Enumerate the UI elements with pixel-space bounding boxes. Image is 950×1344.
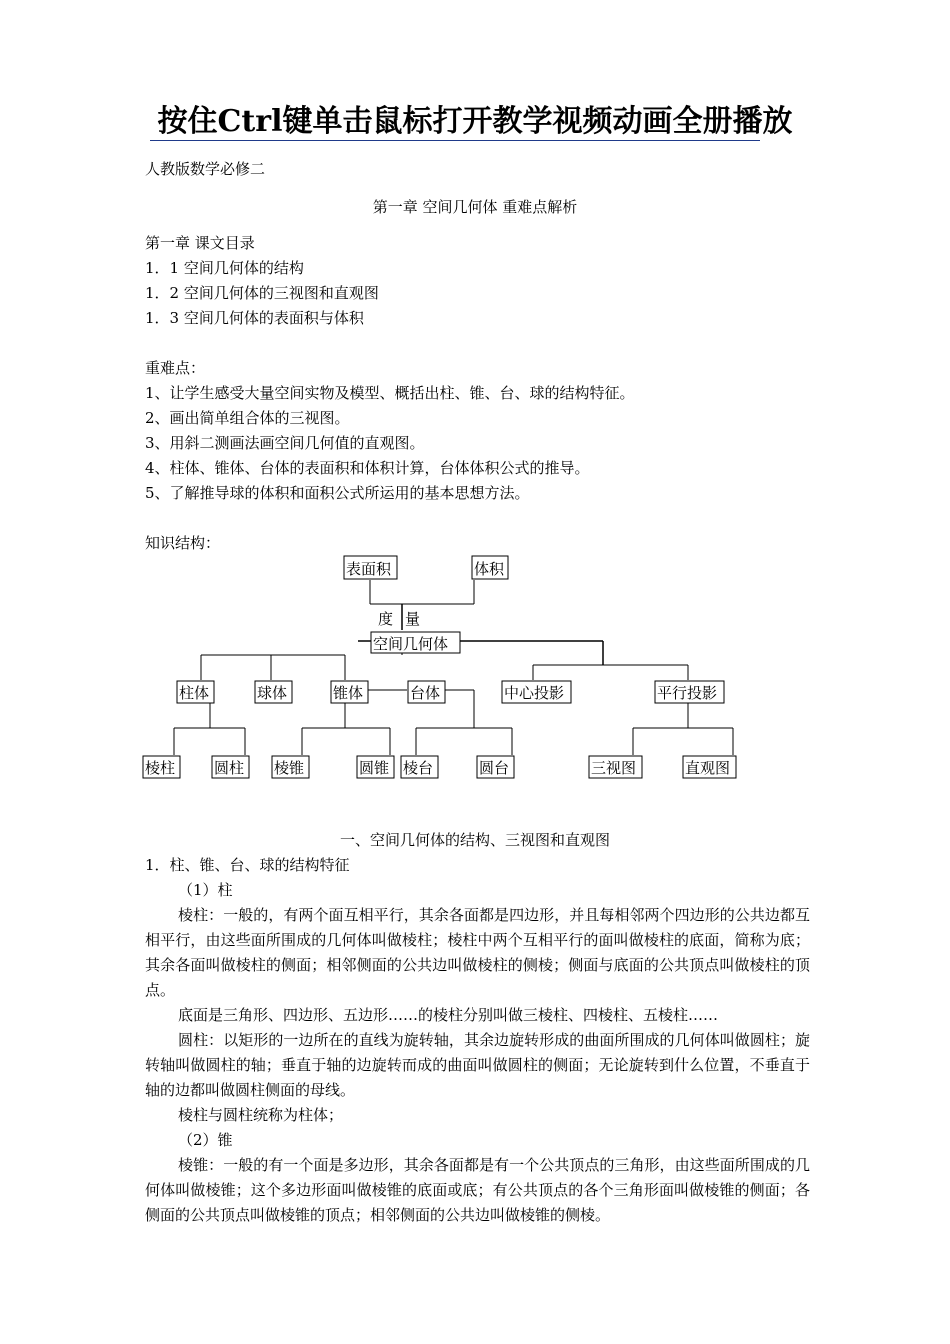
subsection-title: 1．柱、锥、台、球的结构特征 [145, 856, 350, 874]
edition-label: 人教版数学必修二 [145, 160, 266, 178]
node-surface-area: 表面积 [346, 560, 392, 578]
node-frustum-body: 台体 [410, 684, 441, 702]
node-central-projection: 中心投影 [504, 684, 565, 702]
toc-item: 1．3 空间几何体的表面积与体积 [145, 309, 364, 327]
paragraph-collective: 棱柱与圆柱统称为柱体； [178, 1106, 344, 1124]
node-measure-1: 度 [378, 610, 394, 628]
paragraph-prism: 棱柱：一般的，有两个面互相平行，其余各面都是四边形，并且每相邻两个四边形的公共边都互相平行，由这些面所围成的几何体叫做棱柱；棱柱中两个互相平行的面叫做棱柱的底面，简称为底；其余各面叫做棱柱的侧面；相邻侧面的公共边叫做棱柱的侧棱；侧面与底面的公共顶点叫做棱柱的顶点。 [145, 906, 810, 999]
video-link-banner[interactable]: 按住Ctrl键单击鼠标打开教学视频动画全册播放 [157, 104, 793, 139]
node-cone-body: 锥体 [333, 684, 364, 702]
cone-label: （2）锥 [178, 1131, 233, 1149]
node-measure-2: 量 [405, 610, 421, 628]
node-sphere-body: 球体 [257, 684, 288, 702]
node-parallel-projection: 平行投影 [657, 684, 718, 702]
key-point-item: 2、画出简单组合体的三视图。 [145, 409, 350, 427]
node-pyramid: 棱锥 [274, 759, 305, 777]
toc-item: 1．2 空间几何体的三视图和直观图 [145, 284, 379, 302]
key-point-item: 4、柱体、锥体、台体的表面积和体积计算，台体体积公式的推导。 [145, 459, 590, 477]
diagram-connectors [174, 580, 733, 755]
knowledge-structure-heading: 知识结构： [145, 534, 221, 552]
pillar-label: （1）柱 [178, 881, 233, 899]
node-intuitive-view: 直观图 [685, 759, 731, 777]
chapter-title: 第一章 空间几何体 重难点解析 [372, 198, 578, 216]
paragraph-pyramid: 棱锥：一般的有一个面是多边形，其余各面都是有一个公共顶点的三角形，由这些面所围成的几何体叫做棱锥；这个多边形面叫做棱锥的底面或底；有公共顶点的各个三角形面叫做棱锥的侧面；各侧面的公共顶点叫做棱锥的顶点；相邻侧面的公共边叫做棱锥的侧棱。 [145, 1156, 810, 1224]
node-cone: 圆锥 [359, 759, 390, 777]
key-point-item: 3、用斜二测画法画空间几何值的直观图。 [145, 434, 425, 452]
paragraph-cylinder: 圆柱：以矩形的一边所在的直线为旋转轴，其余边旋转形成的曲面所围成的几何体叫做圆柱；旋转轴叫做圆柱的轴；垂直于轴的边旋转而成的曲面叫做圆柱的侧面；无论旋转到什么位置，不垂直于轴的边都叫做圆柱侧面的母线。 [145, 1031, 810, 1099]
key-points-heading: 重难点： [145, 359, 206, 377]
paragraph-base-types: 底面是三角形、四边形、五边形……的棱柱分别叫做三棱柱、四棱柱、五棱柱…… [178, 1006, 719, 1024]
toc-item: 1．1 空间几何体的结构 [145, 259, 304, 277]
node-three-views: 三视图 [591, 759, 637, 777]
node-solid: 空间几何体 [373, 635, 449, 653]
node-prism-frustum: 棱台 [403, 759, 434, 777]
node-cone-frustum: 圆台 [479, 759, 510, 777]
node-volume: 体积 [474, 560, 505, 578]
node-prism: 棱柱 [145, 759, 176, 777]
node-prism-body: 柱体 [179, 684, 210, 702]
diagram-boxes [143, 556, 736, 778]
key-point-item: 5、了解推导球的体积和面积公式所运用的基本思想方法。 [145, 484, 530, 502]
key-point-item: 1、让学生感受大量空间实物及模型、概括出柱、锥、台、球的结构特征。 [145, 384, 635, 402]
section-title: 一、空间几何体的结构、三视图和直观图 [339, 831, 610, 849]
node-cylinder: 圆柱 [214, 759, 245, 777]
toc-heading: 第一章 课文目录 [145, 234, 255, 252]
